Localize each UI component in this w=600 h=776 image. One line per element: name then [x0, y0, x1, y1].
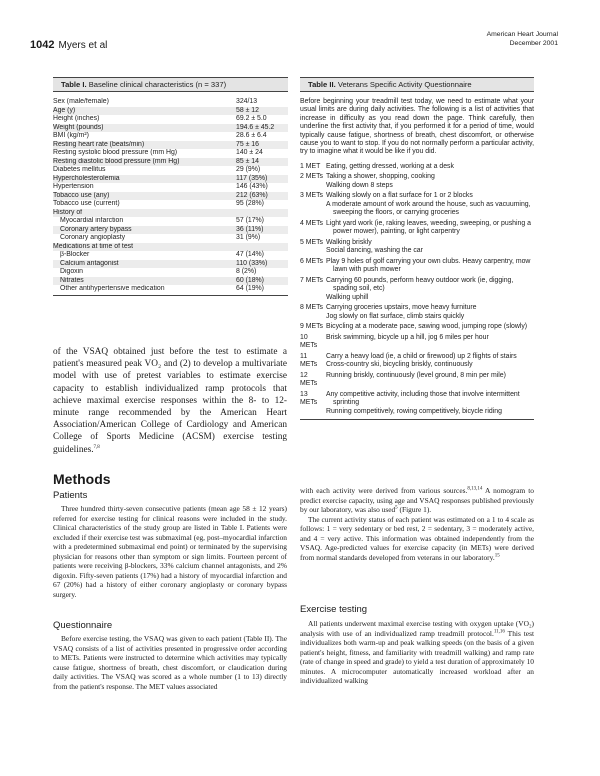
patients-section: [53, 504, 287, 599]
table1-row-label: Calcium antagonist: [60, 259, 119, 267]
table2-activity: Carrying groceries upstairs, move heavy furniture: [326, 304, 477, 312]
table1-row-label: Diabetes mellitus: [53, 166, 106, 173]
table2-met-level: 8 METs: [300, 304, 323, 312]
table2-activity: Taking a shower, shopping, cooking: [326, 173, 435, 181]
table1-body: [53, 92, 288, 294]
table1-row-label: Coronary angioplasty: [60, 234, 126, 241]
exercise-testing-section: [300, 619, 534, 686]
right-column-top: [300, 486, 534, 562]
table1-row: [53, 166, 288, 175]
table1-row-label: Sex (male/female): [53, 98, 109, 105]
table1-row: [53, 226, 288, 235]
table1-row-value: [236, 243, 288, 252]
table2-item: [300, 163, 534, 171]
table2-activity: Bicycling at a moderate pace, sawing wood, jumping rope (slowly): [326, 323, 528, 331]
table1-row: [53, 209, 288, 218]
table1-row-value: 69.2 ± 5.0: [236, 115, 267, 122]
table2-met-level: 10 METs: [300, 333, 318, 350]
table2-items: [300, 163, 534, 416]
table2-activity: Carrying 60 pounds, perform heavy outdoor work (ie, digging, spading soil, etc): [326, 276, 514, 293]
patients-heading: Patients: [53, 490, 88, 501]
table1-row-label: Weight (pounds): [53, 123, 104, 131]
table1-row-label: Tobacco use (current): [53, 200, 120, 207]
table2-caption: Veterans Specific Activity Questionnaire: [335, 80, 472, 89]
table1-row-value: 31 (9%): [236, 234, 261, 241]
table1-row-value: [236, 209, 288, 218]
table2-item: [300, 192, 534, 217]
table1-row-label: β-Blocker: [60, 251, 90, 258]
table2-met-level: 6 METs: [300, 257, 323, 265]
table1-row-label: Resting heart rate (beats/min): [53, 140, 145, 148]
table1-row-value: 324/13: [236, 98, 258, 105]
table2-activity: Eating, getting dressed, working at a desk: [326, 162, 454, 170]
table2-item: [300, 353, 534, 370]
table2-met-level: 1 MET: [300, 162, 321, 170]
table1-row-value: 8 (2%): [236, 268, 257, 275]
table2-met-level: 11 METs: [300, 352, 318, 369]
table2-met-level: 9 METs: [300, 323, 323, 331]
table2-met-level: 3 METs: [300, 192, 323, 200]
table2-met-level: 7 METs: [300, 276, 323, 284]
table1-row-value: 212 (63%): [236, 191, 268, 199]
table1-row-value: 110 (33%): [236, 259, 268, 267]
met-sources-paragraph: with each activity were derived from various sources.$^{8,13,14}$ A nomogram to predict exercise capacity, using age and VSAQ responses published previously by our laboratory, was also used$^5$ (Figure 1).: [300, 486, 534, 514]
table2-intro: Before beginning your treadmill test today, we need to estimate what your usual limits are during daily activities. The following is a list of activities that increase in difficulty as you read down the page. Think carefully, then underline the first activity that, if you performed it for a period of time, would typically cause fatigue, shortness of breath, chest discomfort, or otherwise cause you to want to stop. If you do not normally perform a particular activity, try to imagine what it would be like if you did.: [300, 98, 534, 156]
table1-row: [53, 107, 288, 116]
table2-item: [300, 304, 534, 321]
table1-title: [53, 77, 288, 91]
table1-row-label: Digoxin: [60, 268, 83, 275]
table1-row-value: 117 (35%): [236, 174, 268, 182]
table1-row-value: 28.6 ± 6.4: [236, 132, 267, 139]
table1-row: [53, 158, 288, 167]
table1-row: [53, 251, 288, 260]
table1-row-value: 85 ± 14: [236, 157, 259, 165]
table1-row-label: History of: [53, 208, 83, 216]
table2-label: Table II.: [308, 80, 336, 89]
table1-row-value: 29 (9%): [236, 166, 261, 173]
table1-row: [53, 132, 288, 141]
issue-date: December 2001: [509, 40, 558, 47]
table1-row: [53, 124, 288, 133]
table1-row-label: Resting systolic blood pressure (mm Hg): [53, 149, 178, 156]
table1-row-value: 95 (28%): [236, 200, 264, 207]
table1-row: [53, 234, 288, 243]
table2-met-level: 13 METs: [300, 390, 318, 407]
table2-activity: Social dancing, washing the car: [326, 247, 423, 255]
patients-paragraph: Three hundred thirty-seven consecutive patients (mean age 58 ± 12 years) referred for exercise testing for clinical reasons were included in the study. Clinical characteristics of the study group are listed in Table I. Patients were excluded if their exercise test was submaximal (eg, post–myocardial infarction with a predetermined submaximal end point) or terminated by the supervising physician for reasons other than symptom or sign limits. Fourteen percent of patients were receiving β-blockers, 33% calcium channel antagonists, and 2% digoxin. Fifty-seven patients (17%) had a history of myocardial infarction and 67 (20%) had a history of either coronary angioplasty or coronary bypass surgery.: [53, 504, 287, 599]
table1-row: [53, 192, 288, 201]
table2-item: [300, 323, 534, 331]
table2-title: [300, 77, 534, 91]
table1-row-label: Age (y): [53, 106, 76, 114]
table2-activity: Light yard work (ie, raking leaves, weeding, sweeping, or pushing a power mower), painting, or light carpentry: [326, 219, 531, 236]
table2-activity: Walking briskly: [326, 238, 372, 246]
table1-row-value: 146 (43%): [236, 183, 268, 190]
table1-row-label: Tobacco use (any): [53, 191, 110, 199]
table2-item: [300, 372, 534, 389]
table1-row-label: Resting diastolic blood pressure (mm Hg): [53, 157, 180, 165]
table2-activity: Walking slowly on a flat surface for 1 or 2 blocks: [326, 192, 473, 200]
table1-row: [53, 260, 288, 269]
table2-activity: Any competitive activity, including those that involve intermittent sprinting: [326, 390, 520, 407]
table1-row-value: 60 (18%): [236, 276, 264, 284]
table1-row: [53, 243, 288, 252]
table2-met-level: 12 METs: [300, 371, 318, 388]
table1-row-value: 140 ± 24: [236, 149, 263, 156]
table1-label: Table I.: [61, 80, 87, 89]
table2-activity: Brisk swimming, bicycle up a hill, jog 6 miles per hour: [326, 333, 489, 341]
table1-row-label: Medications at time of test: [53, 242, 134, 250]
table1-row-label: Height (inches): [53, 115, 100, 122]
lead-paragraph: of the VSAQ obtained just before the test to estimate a patient's measured peak VO₂ and (2) to develop a multivariate model with use of pretest variables to estimate exercise capacity to establish individualized ramp protocols that achieve maximal exercise responses within the 8- to 12-minute range recommended by the American Heart Association/American College of Cardiology and American College of Sports Medicine (ACSM) exercise testing guidelines.$^{7,8}$: [53, 347, 287, 455]
exercise-testing-paragraph: All patients underwent maximal exercise testing with oxygen uptake (VO₂) analysis with use of an individualized ramp treadmill protocol.$^{11,16}$ This test individualizes both warm-up and peak walking speeds (on the basis of a given patient's height, fitness, and familiarity with treadmill walking) and ramp rate (rate of change in speed and grade) to yield a test duration of approximately 10 minutes. A microcomputer automatically increased workload after an individualized walking: [300, 619, 534, 685]
table1-row-value: 36 (11%): [236, 225, 264, 233]
table1-row: [53, 115, 288, 124]
table1-row: [53, 217, 288, 226]
table2-activity: Walking uphill: [326, 293, 369, 301]
table1-row-value: 47 (14%): [236, 251, 264, 258]
table1-row-label: Nitrates: [60, 276, 84, 284]
page-number: 1042: [30, 39, 55, 51]
table2-activity: Running competitively, rowing competitively, bicycle riding: [326, 407, 502, 415]
table1-row: [53, 200, 288, 209]
table1-caption: Baseline clinical characteristics (n = 337): [86, 80, 227, 89]
table1-row: [53, 183, 288, 192]
table1-row: [53, 277, 288, 286]
table2-met-level: 5 METs: [300, 238, 323, 246]
table1-row-label: Myocardial infarction: [60, 217, 124, 224]
table1-row-value: 194.6 ± 45.2: [236, 123, 275, 131]
table2-activity: Play 9 holes of golf carrying your own clubs. Heavy carpentry, mow lawn with push mower: [326, 257, 531, 274]
table1-row-label: Hypercholesterolemia: [53, 174, 120, 182]
table2-activity: Jog slowly on flat surface, climb stairs quickly: [326, 312, 465, 320]
table2-item: [300, 334, 534, 351]
lead-citation: 7,8: [93, 444, 100, 450]
table1-row: [53, 149, 288, 158]
table1-row-label: Coronary artery bypass: [60, 225, 132, 233]
exercise-testing-heading: Exercise testing: [300, 604, 368, 615]
table2-item: [300, 391, 534, 416]
running-header-right: [487, 30, 558, 48]
table1-row-value: 64 (19%): [236, 285, 264, 292]
table1-row: [53, 98, 288, 107]
table2-activity: Running briskly, continuously (level ground, 8 min per mile): [326, 371, 506, 379]
table1-row-value: 75 ± 16: [236, 140, 259, 148]
table2-item: [300, 239, 534, 256]
table2-item: [300, 220, 534, 237]
table2-item: [300, 258, 534, 275]
table2-item: [300, 173, 534, 190]
table1-row-value: 57 (17%): [236, 217, 264, 224]
questionnaire-section: [53, 634, 287, 691]
table2-met-level: 2 METs: [300, 173, 323, 181]
table2-activity: Carry a heavy load (ie, a child or firewood) up 2 flights of stairs: [326, 352, 517, 360]
table-vsaq: [300, 77, 534, 420]
table1-row-label: Other antihypertensive medication: [60, 285, 165, 292]
table1-row-label: BMI (kg/m²): [53, 132, 89, 139]
table1-row-label: Hypertension: [53, 183, 94, 190]
table-baseline-characteristics: [53, 77, 288, 296]
table1-row: [53, 268, 288, 277]
journal-name: American Heart Journal: [486, 31, 558, 38]
running-authors: Myers et al: [58, 40, 108, 51]
questionnaire-heading: Questionnaire: [53, 620, 113, 631]
running-header-left: [30, 39, 107, 51]
questionnaire-paragraph: Before exercise testing, the VSAQ was given to each patient (Table II). The VSAQ consists of a list of activities presented in progressive order according to METs. Patients were instructed to determine which activities may typically cause fatigue, shortness of breath, chest discomfort, or claudication during daily activities. The VSAQ was scored as a whole number (1 to 13) directly from the patient's response. The MET values associated: [53, 634, 287, 691]
table1-row: [53, 285, 288, 294]
activity-status-paragraph: The current activity status of each patient was estimated on a 1 to 4 scale as follows: 1 = very sedentary or bed rest, 2 = sedentary, 3 = moderately active, and 4 = very active. This information was obtained independently from the VSAQ. Age-predicted values for exercise capacity (in METs) were derived from normal standards developed from veterans in our laboratory.$^{15}$: [300, 514, 534, 562]
table2-activity: A moderate amount of work around the house, such as vacuuming, sweeping the floors, or carrying groceries: [326, 200, 531, 217]
table2-activity: Cross-country ski, bicycling briskly, continuously: [326, 361, 473, 369]
table1-row: [53, 175, 288, 184]
table1-row: [53, 141, 288, 150]
table2-activity: Walking down 8 steps: [326, 181, 393, 189]
methods-heading: Methods: [53, 471, 111, 487]
table2-item: [300, 277, 534, 302]
table2-met-level: 4 METs: [300, 219, 323, 227]
table1-row-value: 58 ± 12: [236, 106, 259, 114]
